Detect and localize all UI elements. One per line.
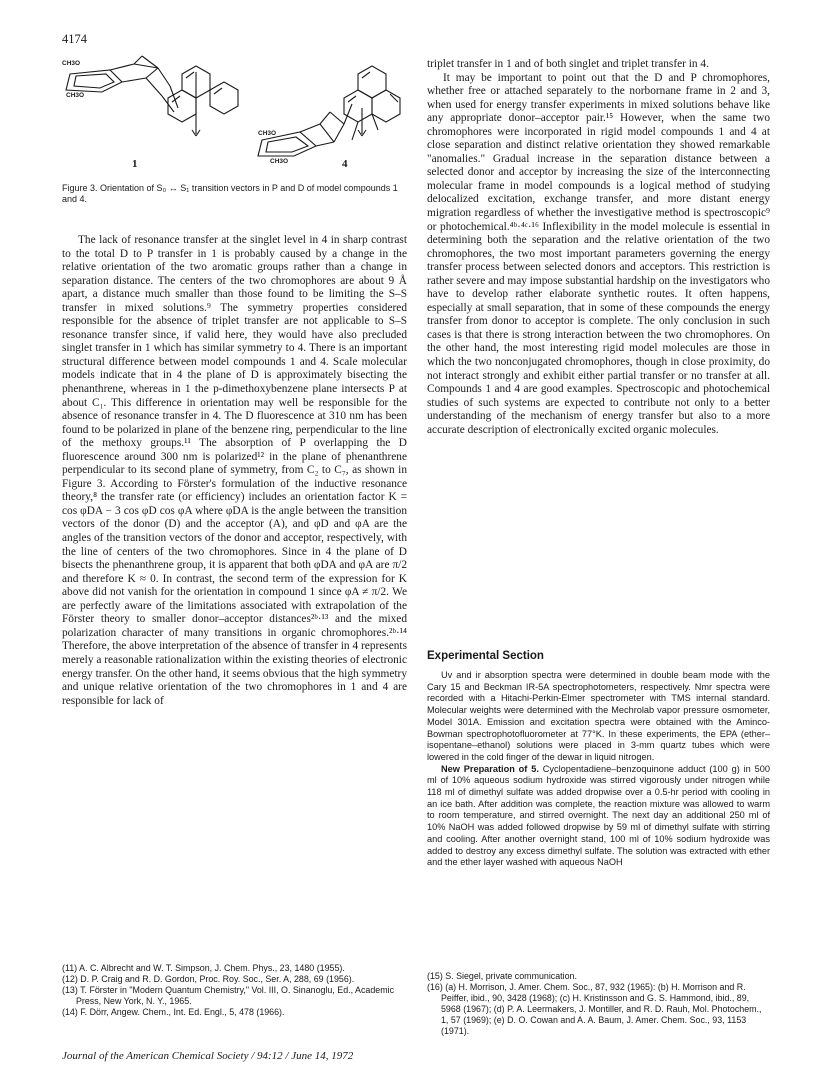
- reference-item: (11) A. C. Albrecht and W. T. Simpson, J. Chem. Phys., 23, 1480 (1955).: [62, 963, 345, 973]
- methoxy-label: CH3O: [66, 92, 85, 99]
- reference-item: (14) F. Dörr, Angew. Chem., Int. Ed. Engl., 5, 478 (1966).: [62, 1006, 285, 1017]
- section-heading: Experimental Section: [427, 650, 544, 662]
- experimental-text: Cyclopentadiene–benzoquinone adduct (100 g) in 500 ml of 10% aqueous sodium hydroxide was stirred vigorously under nitrogen while 118 ml of dimethyl sulfate was added dropwise over a 0.5-hr period with cooling in an ice bath. After addition was complete, the reaction mixture was allowed to warm to room temperature, and stirred overnight. The next day an additional 250 ml of 10% NaOH was added followed dropwise by 59 ml of dimethyl sulfate with stirring and cooling. After another overnight stand, 100 ml of 10% sodium hydroxide was added to destroy any excess dimethyl sulfate. The solution was extracted with ether and the ether layer washed with aqueous NaOH: [427, 763, 770, 868]
- left-column: [62, 234, 407, 708]
- body-paragraph: triplet transfer in 1 and of both singlet and triplet transfer in 4.: [427, 58, 709, 70]
- body-paragraph: The lack of resonance transfer at the singlet level in 4 in sharp contrast to the total D to P transfer in 1 is probably caused by a change in the relative orientation of the two aromatic groups rather than a change in separation distance. The centers of the two chromophores are about 9 Å apart, a distance much smaller than those found to be limiting the S–S transfer in mixed solutions.⁹ The symmetry properties considered responsible for the absence of triplet transfer are not applicable to S–S resonance transfer since, if valid here, they would have also precluded singlet transfer in 1 which has similar symmetry to 4. There is an important structural difference between model compounds 1 and 4. Scale molecular models indicate that in 4 the plane of D is approximately bisecting the phenanthrene, whereas in 1 the p-dimethoxybenzene plane intersects P at about C₁. This difference in orientation may well be responsible for the absence of resonance transfer in 4. The D fluorescence at 310 nm has been found to be polarized in plane of the benzene ring, perpendicular to the line of the methoxy groups.¹¹ The absorption of P overlapping the D fluorescence around 300 nm is polarized¹² in the plane of phenanthrene perpendicular to its second plane of symmetry, from C₂ to C₇, as shown in Figure 3. According to Förster's formulation of the inductive resonance theory,⁸ the transfer rate (or efficiency) includes an orientation factor K = cos φDA − 3 cos φD cos φA where φDA is the angle between the transition vectors of the donor (D) and the acceptor (A), and φD and φA are the angles of the transition vectors of the donor and acceptor, respectively, with the line of centers of the two chromophores. Since in 4 the plane of D bisects the phenanthrene group, it is apparent that both φDA and φA are π/2 and therefore K ≈ 0. In contrast, the second term of the expression for K above did not vanish for the orientation in compound 1 since φA ≠ π/2. We are perfectly aware of the limitations associated with extrapolation of the Förster theory to smaller donor–acceptor distances²ᵇ·¹³ and the mixed polarization character of many transitions in organic chromophores.²ᵇ·¹⁴ Therefore, the above interpretation of the absence of transfer in 4 represents merely a reasonable rationalization within the existing theories of electronic energy transfer. On the other hand, it seems obvious that the high symmetry and unique relative orientation of the two chromophores in 1 and 4 are responsible for lack of: [62, 234, 407, 707]
- methoxy-label: CH3O: [258, 130, 277, 137]
- methoxy-label: CH3O: [270, 158, 289, 165]
- reference-item: (12) D. P. Craig and R. D. Gordon, Proc. Roy. Soc., Ser. A, 288, 69 (1956).: [62, 973, 355, 984]
- experimental-paragraph: Uv and ir absorption spectra were determined in double beam mode with the Cary 15 and Beckman IR-5A spectrophotometers, respectively. Nmr spectra were recorded with a Hitachi-Perkin-Elmer spectrometer with TMS internal standard. Molecular weights were determined with the Mechrolab vapor pressure osmometer, Model 301A. Emission and excitation spectra were obtained with the Aminco-Bowman spectrophotofluorometer at 77°K. In these experiments, the EPA (ether–isopentane–ethanol) solutions were placed in 3-mm quartz tubes which were lowered in the cold finger of the dewar in liquid nitrogen.: [427, 670, 770, 762]
- page-number: 4174: [62, 32, 87, 46]
- body-paragraph: It may be important to point out that the D and P chromophores, whether free or attached separately to the norbornane frame in 2 and 3, when used for energy transfer experiments in mixed solutions behave like any appropriate donor–acceptor pair.¹⁵ However, when the same two chromophores were incorporated in rigid model compounds 1 and 4 at close separation and distinct relative orientation they showed remarkable "anomalies." Gradual increase in the separation distance between a selected donor and acceptor by increasing the size of the interconnecting molecular frame in model compounds is a logical method of studying delocalized excitation, exchange transfer, and more distant energy migration regardless of whether the investigative method is spectroscopic⁹ or photochemical.⁴ᵇ·⁴ᶜ·¹⁶ Inflexibility in the model molecule is essential in determining both the separation and the relative orientation of the two chromophores, the two most important parameters governing the energy transfer process between selected donors and acceptors. This restriction is rather severe and may impose substantial hardship on the investigators who have to develop rather elaborate synthetic routes. It often happens, especially at small separation, that in some of these compounds the energy transfer from donor to acceptor is complete. The only conclusion in such cases is that there is strong interaction between the two chromophores. On the other hand, the most interesting rigid model molecules are those in which the two nonconjugated chromophores, though in close proximity, do not interact strongly and exhibit either partial transfer or no transfer at all. Compounds 1 and 4 are good examples. Spectroscopic and photochemical studies of such systems are expected to contribute not only to a better understanding of the mechanism of energy transfer but also to a more accurate description of electronically excited organic molecules.: [427, 71, 770, 436]
- reference-item: (16) (a) H. Morrison, J. Amer. Chem. Soc., 87, 932 (1965): (b) H. Morrison and R. Peiffer, ibid., 90, 3428 (1968); (c) H. Kristinsson and G. S. Hammond, ibid., 89, 5968 (1967); (d) P. A. Leermakers, J. Montiller, and R. D. Rauh, Mol. Photochem., 1, 57 (1969); (e) D. O. Cowan and A. A. Baum, J. Amer. Chem. Soc., 93, 1153 (1971).: [427, 981, 762, 1036]
- methoxy-label: CH3O: [62, 60, 81, 67]
- references-left: [62, 963, 407, 1018]
- compound-1-label: 1: [132, 158, 138, 170]
- experimental-paragraph: [427, 764, 770, 869]
- journal-footer: Journal of the American Chemical Society / 94:12 / June 14, 1972: [62, 1050, 354, 1062]
- references-right: [427, 971, 770, 1036]
- right-column: [427, 58, 770, 437]
- figure-caption: Figure 3. Orientation of S₀ ↔ S₁ transition vectors in P and D of model compounds 1 and 4.: [62, 183, 398, 204]
- compound-4-label: 4: [342, 158, 348, 170]
- run-in-heading: New Preparation of 5.: [441, 763, 539, 774]
- reference-item: (13) T. Förster in "Modern Quantum Chemistry," Vol. III, O. Sinanoglu, Ed., Academic Press, New York, N. Y., 1965.: [62, 984, 395, 1006]
- structure-drawing: [62, 52, 407, 182]
- figure-3: [62, 52, 407, 192]
- reference-item: (15) S. Siegel, private communication.: [427, 971, 577, 981]
- experimental-section: [427, 670, 770, 869]
